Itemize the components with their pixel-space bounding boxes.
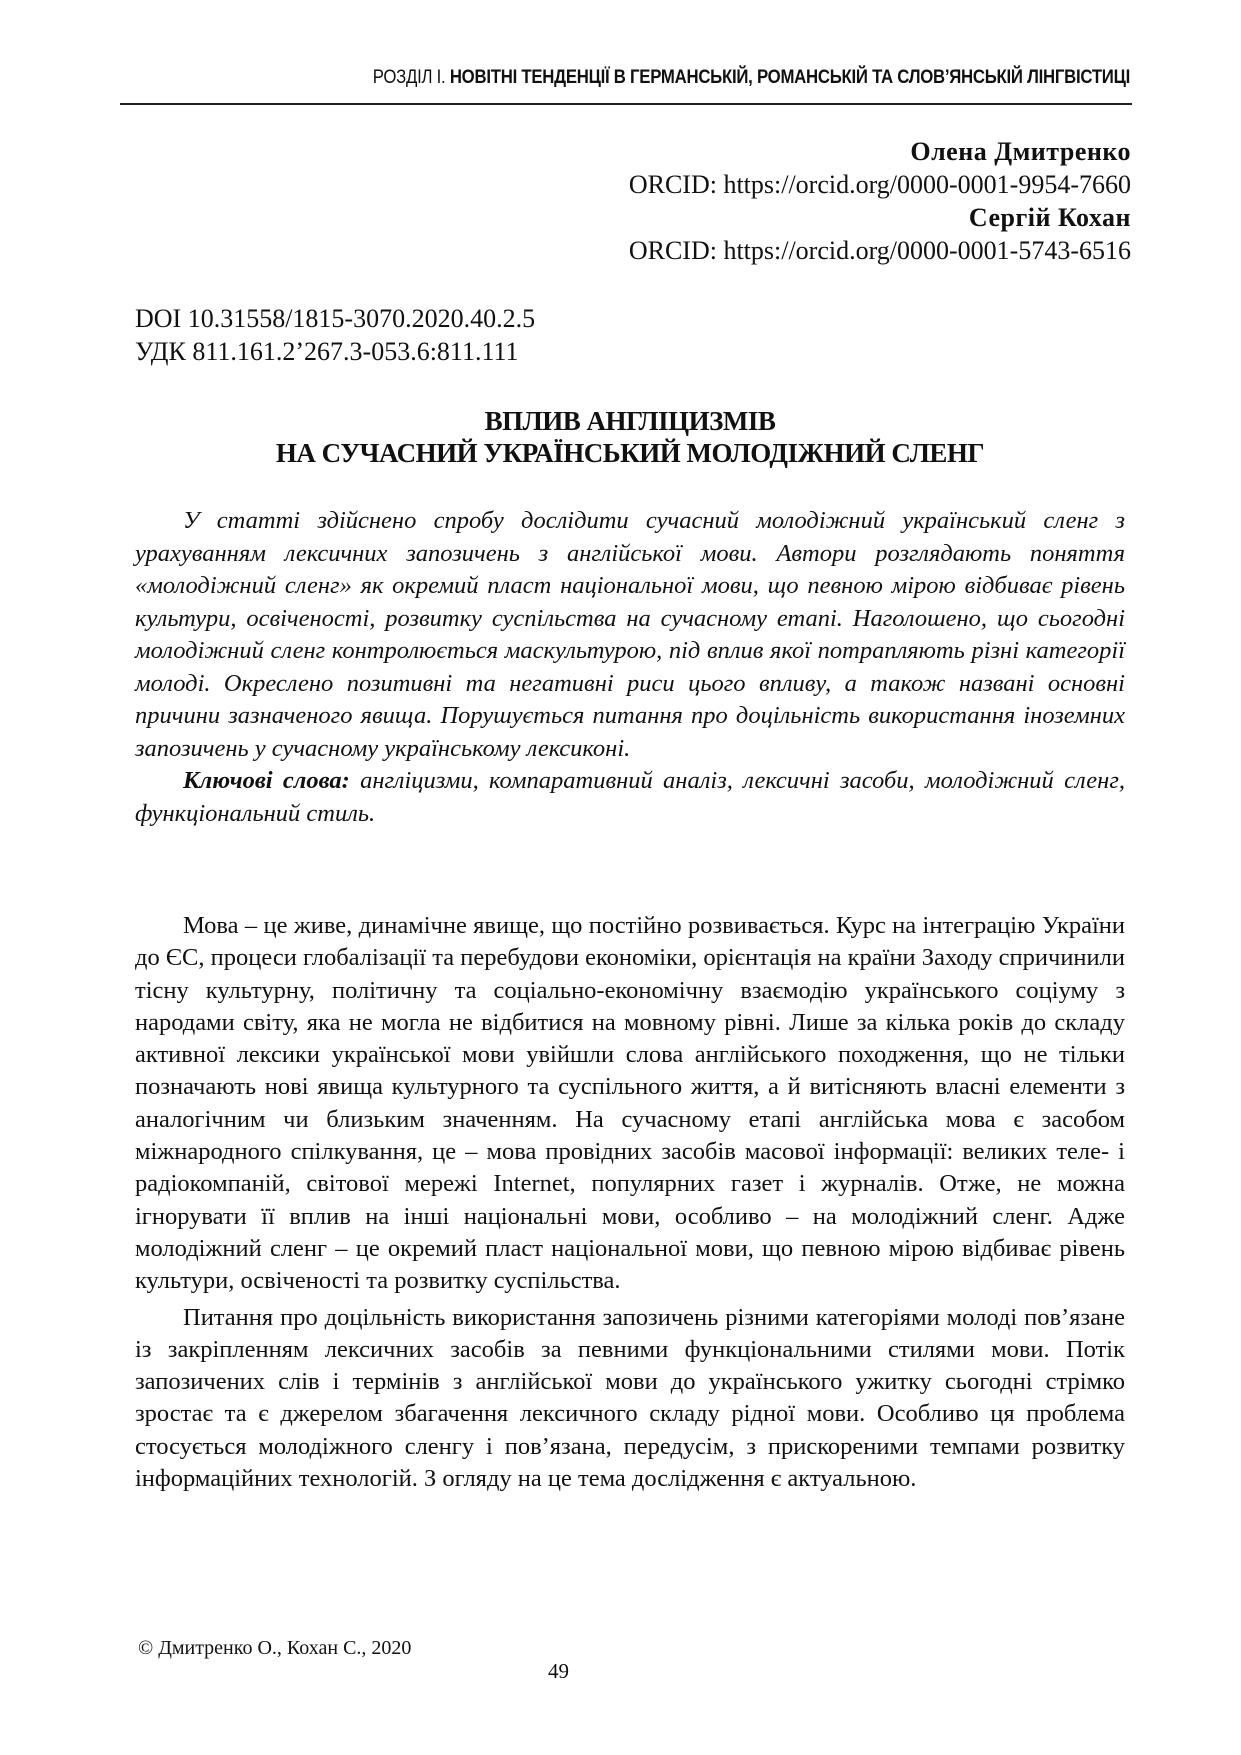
author-name: Олена Дмитренко <box>910 137 1131 166</box>
body-paragraph: Мова – це живе, динамічне явище, що постійно розвивається. Курс на інтеграцію України до ЄС, процеси глобалізації та перебудови економіки, орієнтація на країни Заходу спричинили тісну культурну, політичну та соціально-економічну взаємодію українського соціуму з народами світу, яка не могла не відбитися на мовному рівні. Лише за кілька років до складу активної лексики української мови увійшли слова англійського походження, що не тільки позначають нові явища культурного та суспільного життя, а й витісняють власні елементи з аналогічним чи близьким значенням. На сучасному етапі англійська мова є засобом міжнародного спілкування, це – мова провідних засобів масової інформації: великих теле- і радіокомпаній, світової мережі Internet, популярних газет і журналів. Отже, не можна ігнорувати її вплив на інші національні мови, особливо – на молодіжний сленг. Адже молодіжний сленг – це окремий пласт національної мови, що певною мірою відбиває рівень культури, освіченості та розвитку суспільства. <box>135 912 1125 1295</box>
section-label: РОЗДІЛ І. <box>372 66 446 88</box>
header-divider <box>120 103 1132 105</box>
abstract-text: У статті здійснено спробу дослідити сучасний молодіжний український сленг з урахуванням лексичних запозичень з англійської мови. Автори розглядають поняття «молодіжний сленг» як окремий пласт національної мови, що певною мірою відбиває рівень культури, освіченості, розвитку суспільства на сучасному етапі. Наголошено, що сьогодні молодіжний сленг контролюється маскультурою, під вплив якої потрапляють різні категорії молоді. Окреслено позитивні та негативні риси цього впливу, а також названі основні причини зазначеного явища. Порушується питання про доцільність використання іноземних запозичень у сучасному українському лексиконі. <box>135 507 1125 762</box>
title-line: ВПЛИВ АНГЛІЦИЗМІВ <box>484 406 776 436</box>
abstract <box>135 505 1125 830</box>
author-name: Сергій Кохан <box>968 203 1131 232</box>
author-orcid: ORCID: https://orcid.org/0000-0001-5743-6516 <box>628 236 1131 265</box>
identifiers <box>135 302 535 368</box>
doi: DOI 10.31558/1815-3070.2020.40.2.5 <box>135 304 536 333</box>
keywords-list: англіцизми, компаративний аналіз, лексичні засоби, молодіжний сленг, функціональний стиль. <box>135 767 1125 827</box>
author-block <box>629 135 1131 267</box>
page-number: 49 <box>548 1659 569 1683</box>
keywords-label: Ключові слова: <box>183 767 350 794</box>
section-title: НОВІТНІ ТЕНДЕНЦІЇ В ГЕРМАНСЬКІЙ, РОМАНСЬКІЙ ТА СЛОВ’ЯНСЬКІЙ ЛІНГВІСТИЦІ <box>449 66 1130 88</box>
copyright-note: © Дмитренко О., Кохан С., 2020 <box>138 1637 412 1659</box>
body-paragraph: Питання про доцільність використання запозичень різними категоріями молоді пов’язане із закріпленням лексичних засобів за певними функціональними стилями мови. Потік запозичених слів і термінів з англійської мови до українського ужитку сьогодні стрімко зростає та є джерелом збагачення лексичного складу рідної мови. Особливо ця проблема стосується молодіжного сленгу і пов’язана, передусім, з прискореними темпами розвитку інформаційних технологій. З огляду на це тема дослідження є актуальною. <box>135 1303 1125 1493</box>
title-line: НА СУЧАСНИЙ УКРАЇНСЬКИЙ МОЛОДІЖНИЙ СЛЕНГ <box>275 438 985 468</box>
author-orcid: ORCID: https://orcid.org/0000-0001-9954-7660 <box>628 170 1131 199</box>
article-body <box>135 910 1125 1499</box>
keywords <box>135 765 1125 830</box>
article-title <box>130 405 1130 469</box>
udk: УДК 811.161.2’267.3-053.6:811.111 <box>135 337 519 366</box>
running-head <box>279 66 1130 89</box>
